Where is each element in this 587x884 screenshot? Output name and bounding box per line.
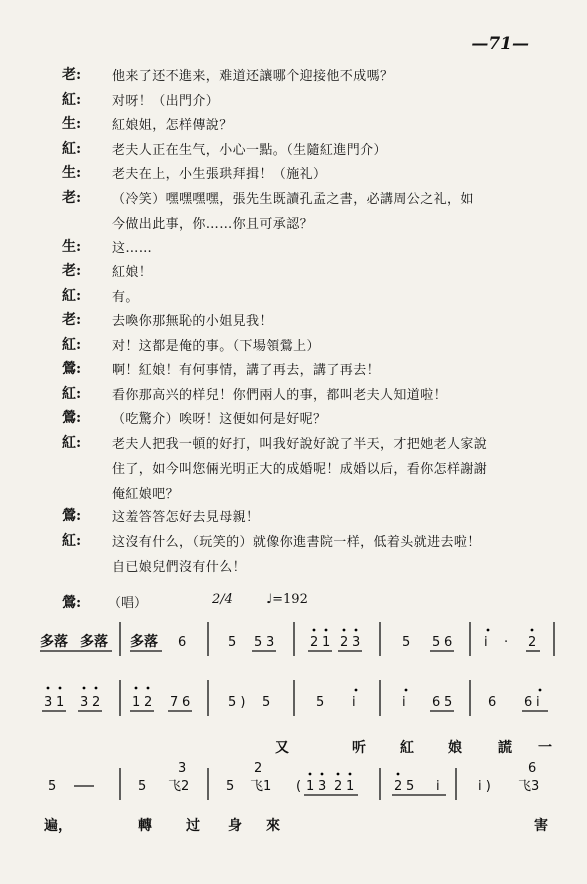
- dialogue-text-line: 他来了还不進来，难道还讓哪个迎接他不成嗎？: [112, 69, 394, 84]
- note: 2: [144, 695, 153, 710]
- score-row-1: [40, 622, 554, 656]
- speaker-label: 紅:: [62, 140, 82, 157]
- score-row-2: [42, 680, 548, 716]
- note: 1: [306, 779, 315, 794]
- speaker-label: 鶯:: [62, 361, 82, 377]
- note: 1: [56, 695, 65, 710]
- speaker-label: 紅:: [62, 336, 82, 353]
- dialogue-text-line: 住了，如今叫您倆光明正大的成婚呢！成婚以后，看你怎样謝謝: [112, 461, 488, 477]
- dialogue-text-line: 自已娘兒們沒有什么！: [112, 559, 247, 575]
- dialogue-text-line: 老夫在上，小生張珙拜揖！（施礼）: [112, 167, 327, 182]
- dialogue-text-line: 看你那高兴的样兒！你們兩人的事，都叫老夫人知道啦！: [112, 387, 448, 403]
- singing-mode: （唱）: [108, 596, 148, 611]
- speaker-label: 紅:: [62, 91, 82, 108]
- note: 3: [318, 779, 327, 794]
- note: 6: [524, 695, 533, 710]
- note: 3: [44, 695, 53, 710]
- note: 1: [322, 635, 331, 650]
- dialogue-text-line: 老夫人正在生气，小心一點。（生隨紅進門介）: [112, 142, 387, 158]
- lyrics-row-1: [275, 739, 552, 756]
- note: 5 ): [228, 695, 246, 710]
- dialogue-text-line: 今做出此事，你……你且可承認？: [112, 216, 314, 232]
- note: 6: [444, 635, 453, 650]
- lyric: 轉: [138, 818, 152, 834]
- note: 6: [432, 695, 441, 710]
- speaker-label: 老:: [62, 312, 82, 328]
- page-number: —71—: [471, 34, 529, 54]
- speaker-label: 紅:: [62, 385, 82, 402]
- speaker-label: 鶯:: [62, 410, 82, 426]
- note: 1: [132, 695, 141, 710]
- note: 3: [266, 635, 275, 650]
- note: 2: [528, 635, 537, 650]
- note: i ): [478, 779, 491, 794]
- note: 6: [182, 695, 191, 710]
- note: 3: [80, 695, 89, 710]
- note: 5: [432, 635, 441, 650]
- note: 5: [406, 779, 415, 794]
- dialogue-text-line: 俺紅娘吧？: [112, 486, 180, 502]
- dialogue-text-line: （冷笑）嘿嘿嘿嘿，張先生既讀孔孟之書，必講周公之礼，如: [112, 191, 474, 207]
- lyric: 又: [275, 740, 289, 756]
- speaker-label: 生:: [62, 165, 82, 181]
- note: 5: [228, 635, 237, 650]
- dialogue-text-line: 对！这都是俺的事。（下場領鶯上）: [112, 338, 320, 354]
- note: 2: [310, 635, 319, 650]
- lyric: 身: [228, 818, 242, 834]
- dialogue-text-line: 啊！紅娘！有何事情，講了再去，講了再去！: [112, 363, 381, 378]
- dialogue-text-line: 去喚你那無恥的小姐見我！: [112, 314, 273, 329]
- note: 2: [394, 779, 403, 794]
- speaker-label: 生:: [62, 116, 82, 132]
- perc-syllable: 多落: [130, 634, 158, 650]
- dialogue-text-line: 这羞答答怎好去見母親！: [112, 510, 260, 525]
- note: 6: [178, 635, 187, 650]
- note: i: [484, 635, 488, 650]
- dialogue-text-line: 这沒有什么，（玩笑的）就像你進書院一样，低着头就进去啦！: [112, 534, 481, 550]
- speaker-label: 紅:: [62, 287, 82, 304]
- note: 飞1: [250, 779, 272, 794]
- dialogue-text-line: （吃驚介）唉呀！这便如何是好呢？: [112, 412, 327, 427]
- tempo-marking: ♩=192: [266, 592, 308, 607]
- speaker-label: 紅:: [62, 434, 82, 451]
- note: 5: [316, 695, 325, 710]
- lyric: 遍，: [44, 818, 72, 834]
- note: 6: [488, 695, 497, 710]
- lyric: 过: [186, 818, 200, 834]
- dialogue-text-line: 紅娘姐，怎样傳說？: [112, 118, 233, 133]
- lyric: 來: [266, 818, 280, 834]
- note: 1: [346, 779, 355, 794]
- lyric: 一: [538, 740, 552, 756]
- note: i: [536, 695, 540, 710]
- lyric: 謊: [498, 740, 512, 756]
- note: 2: [254, 761, 263, 776]
- speaker-label: 紅:: [62, 532, 82, 549]
- speaker-label: 老:: [62, 189, 82, 206]
- lyric: 害: [534, 818, 548, 834]
- dialogue-text-line: 对呀！（出門介）: [112, 93, 220, 109]
- dialogue-text-line: 这……: [112, 240, 153, 256]
- lyrics-row-2: [43, 817, 548, 834]
- note: 5: [402, 635, 411, 650]
- time-signature: 2/4: [212, 592, 233, 607]
- dialogue-text-line: 有。: [112, 289, 139, 305]
- note: 5: [226, 779, 235, 794]
- note: i: [352, 695, 356, 710]
- speaker-label: 鶯:: [62, 508, 82, 524]
- lyric: 听: [352, 740, 366, 756]
- note: 5: [138, 779, 147, 794]
- note: 7: [170, 695, 179, 710]
- note: 5: [254, 635, 263, 650]
- note: (: [296, 779, 302, 794]
- perc-syllable: 多落: [80, 634, 108, 650]
- note: i: [436, 779, 440, 794]
- speaker-label: 老:: [62, 67, 82, 83]
- speaker-label: 老:: [62, 263, 82, 279]
- lyric: 娘: [448, 740, 462, 756]
- perc-syllable: 多落: [40, 634, 68, 650]
- note: 3: [178, 761, 187, 776]
- note: 2: [92, 695, 101, 710]
- score-row-3: [48, 761, 539, 800]
- note: 5: [444, 695, 453, 710]
- note: 2: [340, 635, 349, 650]
- lyric: 紅: [400, 740, 414, 756]
- note: ·: [504, 635, 509, 650]
- note: 3: [352, 635, 361, 650]
- note: i: [402, 695, 406, 710]
- note: 飞3: [518, 779, 540, 794]
- note: 2: [334, 779, 343, 794]
- note: 5: [262, 695, 271, 710]
- note: 5: [48, 779, 57, 794]
- singer-label: 鶯:: [62, 595, 82, 611]
- dialogue-text-line: 老夫人把我一頓的好打，叫我好說好說了半天，才把她老人家說: [112, 436, 488, 452]
- note: 6: [528, 761, 537, 776]
- dialogue-text-line: 紅娘！: [112, 265, 153, 280]
- speaker-label: 生:: [62, 238, 82, 255]
- note: 飞2: [168, 779, 190, 794]
